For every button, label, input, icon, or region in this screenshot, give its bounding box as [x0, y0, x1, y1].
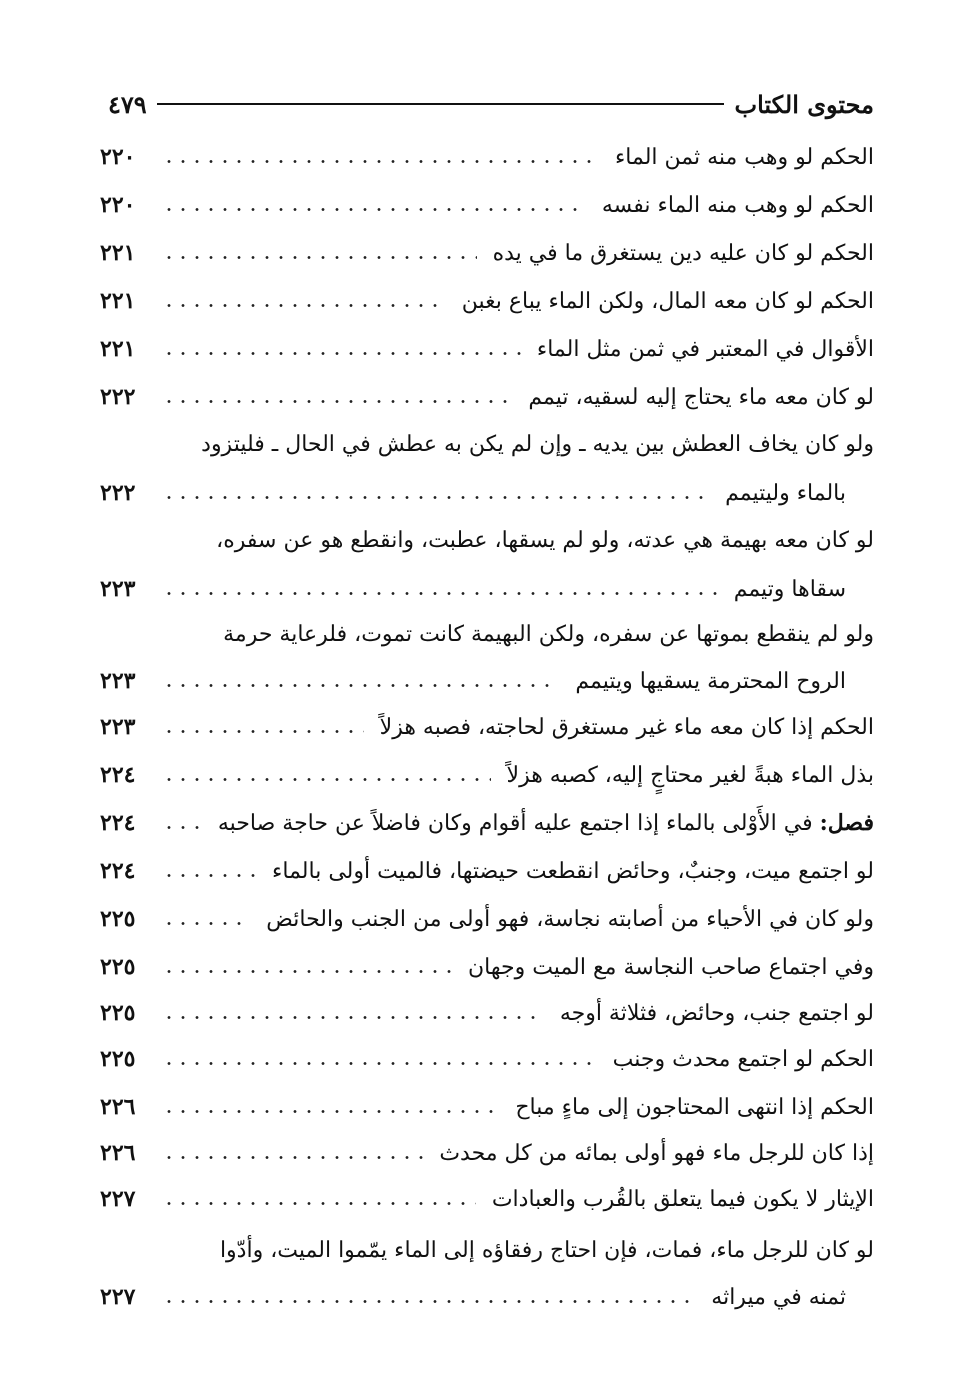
entry-page: ٢٢٧	[100, 1186, 136, 1212]
entry-page: ٢٢٦	[100, 1094, 136, 1120]
toc-entry	[100, 330, 874, 370]
entry-page: ٢٢٤	[100, 810, 136, 836]
leader-dots	[162, 1062, 597, 1065]
leader-dots	[162, 684, 559, 687]
entry-text: الحكم لو وهب منه الماء نفسه	[601, 192, 874, 218]
toc-entry	[100, 186, 874, 226]
toc-entry	[100, 662, 874, 702]
entry-page: ٢٢٣	[100, 668, 136, 694]
entry-page: ٢٢٧	[100, 1284, 136, 1310]
entry-page: ٢٢٣	[100, 714, 136, 740]
entry-page: ٢٢٤	[100, 858, 136, 884]
entry-text: الروح المحترمة يسقيها ويتيمم	[575, 668, 846, 694]
toc-entry	[100, 234, 874, 274]
entry-text: ثمنه في ميراثه	[711, 1284, 846, 1310]
leader-dots	[162, 592, 718, 595]
entry-text	[218, 810, 874, 836]
entry-text: وفي اجتماع صاحب النجاسة مع الميت وجهان	[467, 954, 874, 980]
entry-page: ٢٢٥	[100, 906, 136, 932]
leader-dots	[162, 970, 452, 973]
toc-entry	[100, 1278, 874, 1318]
entry-page: ٢٢٢	[100, 384, 136, 410]
entry-text-line1: ولو كان يخاف العطش بين يديه ـ وإن لم يكن به عطش في الحال ـ فليتزود	[201, 432, 874, 457]
entry-text: الحكم لو اجتمع محدث وجنب	[612, 1046, 874, 1072]
toc-entry-line1	[100, 426, 874, 466]
leader-dots	[162, 352, 521, 355]
header-page-number: ٤٧٩	[108, 89, 147, 119]
toc-entry	[100, 474, 874, 514]
toc-entry	[100, 1088, 874, 1128]
entry-text: لو اجتمع ميت، وجنبٌ، وحائض انقطعت حيضتها، فالميت أولى بالماء	[272, 858, 874, 884]
toc-entry	[100, 570, 874, 610]
entry-page: ٢٢١	[100, 288, 136, 314]
toc-entry	[100, 1180, 874, 1220]
header-title: محتوى الكتاب	[734, 89, 874, 119]
entry-page: ٢٢٤	[100, 762, 136, 788]
entry-text: إذا كان للرجل ماء فهو أولى بمائه من كل محدث	[439, 1140, 874, 1166]
toc-entry	[100, 756, 874, 796]
entry-text: لو اجتمع جنب، وحائض، فثلاثة أوجه	[559, 1000, 874, 1026]
entry-page: ٢٢١	[100, 336, 136, 362]
entry-text-line1: لو كان للرجل ماء، فمات، فإن احتاج رفقاؤه إلى الماء يمّموا الميت، وأدّوا	[219, 1238, 874, 1263]
entry-text: الإيثار لا يكون فيما يتعلق بالقُرب والعبادات	[491, 1186, 874, 1212]
entry-page: ٢٢٢	[100, 480, 136, 506]
toc-entry	[100, 900, 874, 940]
leader-dots	[162, 874, 256, 877]
entry-text: بذل الماء هبةً لغير محتاجٍ إليه، كصبه هزلاً	[506, 762, 874, 788]
leader-dots	[162, 1110, 499, 1113]
leader-dots	[162, 1202, 476, 1205]
entry-text: الحكم لو كان عليه دين يستغرق ما في يده	[492, 240, 874, 266]
leader-dots	[162, 1016, 544, 1019]
toc-entry-line1	[100, 1232, 874, 1272]
toc-entry-line1	[100, 616, 874, 656]
entry-text: الحكم لو وهب منه ثمن الماء	[614, 144, 874, 170]
leader-dots	[162, 1300, 695, 1303]
leader-dots	[162, 256, 477, 259]
section-label: فصل:	[819, 810, 874, 836]
toc-entry	[100, 708, 874, 748]
leader-dots	[162, 922, 250, 925]
entry-text: لو كان معه ماء يحتاج إليه لسقيه، تيمم	[528, 384, 874, 410]
entry-page: ٢٢٣	[100, 576, 136, 602]
toc-entry	[100, 378, 874, 418]
entry-text: الحكم إذا انتهى المحتاجون إلى ماءٍ مباح	[515, 1094, 874, 1120]
toc-entry	[100, 282, 874, 322]
leader-dots	[162, 304, 446, 307]
entry-text: الحكم إذا كان معه ماء غير مستغرق لحاجته، فصبه هزلاً	[379, 714, 874, 740]
running-header	[108, 88, 874, 120]
toc-entry-section	[100, 804, 874, 844]
entry-text: ولو كان في الأحياء من أصابته نجاسة، فهو أولى من الجنب والحائض	[266, 906, 874, 932]
entry-text: بالماء وليتيمم	[725, 480, 846, 506]
entry-page: ٢٢٥	[100, 954, 136, 980]
entry-page: ٢٢٦	[100, 1140, 136, 1166]
toc-entry	[100, 948, 874, 988]
leader-dots	[162, 400, 512, 403]
entry-text: الحكم لو كان معه المال، ولكن الماء يباع بغبن	[461, 288, 874, 314]
toc-entry	[100, 1040, 874, 1080]
toc-entry-line1	[100, 522, 874, 562]
entry-page: ٢٢٠	[100, 144, 136, 170]
leader-dots	[162, 730, 364, 733]
leader-dots	[162, 1156, 423, 1159]
leader-dots	[162, 496, 709, 499]
header-rule	[157, 103, 725, 105]
entry-page: ٢٢٥	[100, 1046, 136, 1072]
leader-dots	[162, 778, 491, 781]
section-text: في الأَوْلى بالماء إذا اجتمع عليه أقوام وكان فاضلاً عن حاجة صاحبه	[217, 811, 813, 836]
toc-entry	[100, 138, 874, 178]
entry-text-line1: لو كان معه بهيمة هي عدته، ولو لم يسقها، عطبت، وانقطع هو عن سفره،	[216, 528, 874, 553]
leader-dots	[162, 208, 586, 211]
entry-text: سقاها وتيمم	[733, 576, 846, 602]
toc-entry	[100, 994, 874, 1034]
entry-text: الأقوال في المعتبر في ثمن مثل الماء	[536, 336, 874, 362]
leader-dots	[162, 160, 599, 163]
entry-page: ٢٢٠	[100, 192, 136, 218]
entry-text-line1: ولو لم ينقطع بموتها عن سفره، ولكن البهيمة كانت تموت، فلرعاية حرمة	[223, 622, 874, 647]
leader-dots	[162, 826, 202, 829]
toc-entry	[100, 852, 874, 892]
entry-page: ٢٢١	[100, 240, 136, 266]
toc-entry	[100, 1134, 874, 1174]
entry-page: ٢٢٥	[100, 1000, 136, 1026]
